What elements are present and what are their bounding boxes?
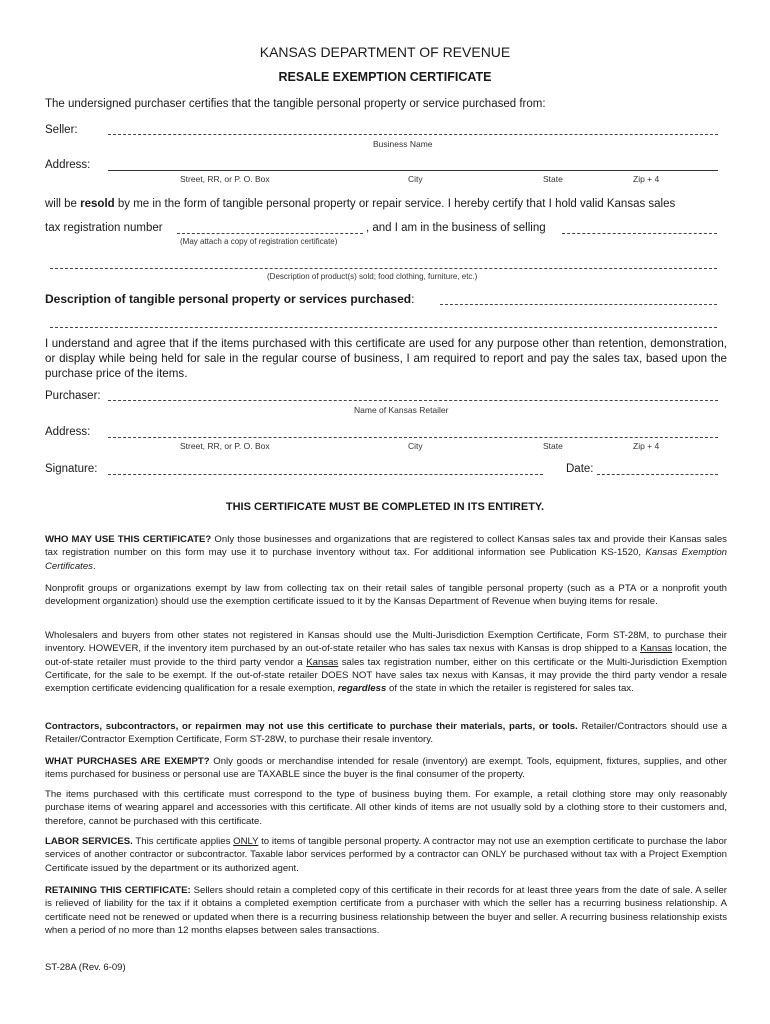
description-field[interactable] <box>440 304 717 305</box>
seller-state-caption: State <box>543 174 563 184</box>
purchaser-city-caption: City <box>408 441 423 451</box>
description-field-2[interactable] <box>50 327 717 328</box>
signature-label: Signature: <box>45 463 98 475</box>
products-caption: (Description of product(s) sold; food clothing, furniture, etc.) <box>267 272 478 281</box>
business-of-label: , and I am in the business of selling <box>366 222 546 234</box>
date-label: Date: <box>566 463 594 475</box>
seller-address-field[interactable] <box>108 170 718 171</box>
business-name-caption: Business Name <box>373 139 433 149</box>
entirety-heading: THIS CERTIFICATE MUST BE COMPLETED IN ITS ENTIRETY. <box>225 501 545 513</box>
retaining-paragraph: RETAINING THIS CERTIFICATE: Sellers should retain a completed copy of this certificate in their records for at least three years from the date of sale. A seller is relieved of liability for the tax if it obtains a completed exemption certificate from a purchaser with which the seller has a recurring business relationship. A certificate need not be renewed or updated when there is a recurring business relationship between the buyer and seller. A recurring business relationship exists when a period of no more than 12 months elapses between sales transactions. <box>45 885 727 936</box>
retailer-caption: Name of Kansas Retailer <box>354 405 449 415</box>
agreement-text: I understand and agree that if the items purchased with this certificate are used for any purpose other than retention, demonstration, or display while being held for sale in the regular course of business, I am required to report and pay the sales tax, based upon the purchase price of the items. <box>45 337 727 380</box>
resold-statement: will be resold by me in the form of tangible personal property or repair service. I hereby certify that I hold valid Kansas sales <box>45 198 676 210</box>
seller-name-field[interactable] <box>108 134 718 135</box>
seller-address-label: Address: <box>45 159 91 171</box>
form-id: ST-28A (Rev. 6-09) <box>45 962 126 973</box>
date-field[interactable] <box>597 474 718 475</box>
what-purchases-paragraph: WHAT PURCHASES ARE EXEMPT? Only goods or merchandise intended for resale (inventory) are exempt. Tools, equipment, fixtures, supplies, and other items purchased for business or personal use are TAXABLE since the buyer is the final consumer of the property. <box>45 756 727 781</box>
seller-label: Seller: <box>45 124 78 136</box>
business-selling-field[interactable] <box>562 233 717 234</box>
description-label: Description of tangible personal property or services purchased: <box>45 292 415 306</box>
purchaser-address-field[interactable] <box>108 437 718 438</box>
contractors-paragraph: Contractors, subcontractors, or repairmen may not use this certificate to purchase their materials, parts, or tools. Retailer/Contractors should use a Retailer/Contractor Exemption Certificate, Form ST-28W, to purchase their resale inventory. <box>45 721 727 746</box>
purchaser-street-caption: Street, RR, or P. O. Box <box>180 441 270 451</box>
items-paragraph: The items purchased with this certificate must correspond to the type of business buying them. For example, a retail clothing store may only reasonably purchase items of wearing apparel and accessories with this certificate. All other kinds of items are not usually sold by a clothing store to their customers and, therefore, cannot be purchased with this certificate. <box>45 789 727 827</box>
who-may-use-paragraph: WHO MAY USE THIS CERTIFICATE? Only those businesses and organizations that are registered to collect Kansas sales tax and provide their Kansas sales tax registration number on this form may use it to purchase inventory without tax. For additional information see Publication KS-1520, Kansas Exemption Certificates. <box>45 534 727 572</box>
seller-street-caption: Street, RR, or P. O. Box <box>180 174 270 184</box>
seller-city-caption: City <box>408 174 423 184</box>
purchaser-name-field[interactable] <box>108 400 718 401</box>
seller-zip-caption: Zip + 4 <box>633 174 660 184</box>
purchaser-state-caption: State <box>543 441 563 451</box>
signature-field[interactable] <box>108 474 543 475</box>
purchaser-address-label: Address: <box>45 426 91 438</box>
attach-caption: (May attach a copy of registration certificate) <box>180 237 338 246</box>
tax-registration-field[interactable] <box>177 233 363 234</box>
purchaser-label: Purchaser: <box>45 390 101 402</box>
tax-registration-label: tax registration number <box>45 222 163 234</box>
purchaser-zip-caption: Zip + 4 <box>633 441 660 451</box>
products-sold-field[interactable] <box>50 268 717 269</box>
wholesalers-paragraph: Wholesalers and buyers from other states not registered in Kansas should use the Multi-Jurisdiction Exemption Certificate, Form ST-28M, to purchase their inventory. HOWEVER, if the inventory item purchased by an out-of-state retailer who has sales tax nexus with Kansas is drop shipped to a Kansas location, the out-of-state retailer must provide to the third party vendor a Kansas sales tax registration number, either on this certificate or the Multi-Jurisdiction Exemption Certificate, for the sale to be exempt. If the out-of-state retailer DOES NOT have sales tax nexus with Kansas, it may provide the third party vendor a resale exemption certificate evidencing qualification for a resale exemption, regardless of the state in which the retailer is registered for sales tax. <box>45 630 728 695</box>
department-name: KANSAS DEPARTMENT OF REVENUE <box>259 44 511 60</box>
intro-text: The undersigned purchaser certifies that the tangible personal property or service purchased from: <box>45 98 546 110</box>
page-title: RESALE EXEMPTION CERTIFICATE <box>278 70 492 84</box>
nonprofit-paragraph: Nonprofit groups or organizations exempt by law from collecting tax on their retail sales of tangible personal property (such as a PTA or a nonprofit youth development organization) should use the exemption certificate issued to it by the Kansas Department of Revenue when buying items for resale. <box>45 583 727 608</box>
labor-services-paragraph: LABOR SERVICES. This certificate applies ONLY to items of tangible personal property. A contractor may not use an exemption certificate to purchase the labor services of another contractor or subcontractor. Taxable labor services performed by a contractor can ONLY be purchased without tax with a Project Exemption Certificate issued by the department or its authorized agent. <box>45 836 727 874</box>
